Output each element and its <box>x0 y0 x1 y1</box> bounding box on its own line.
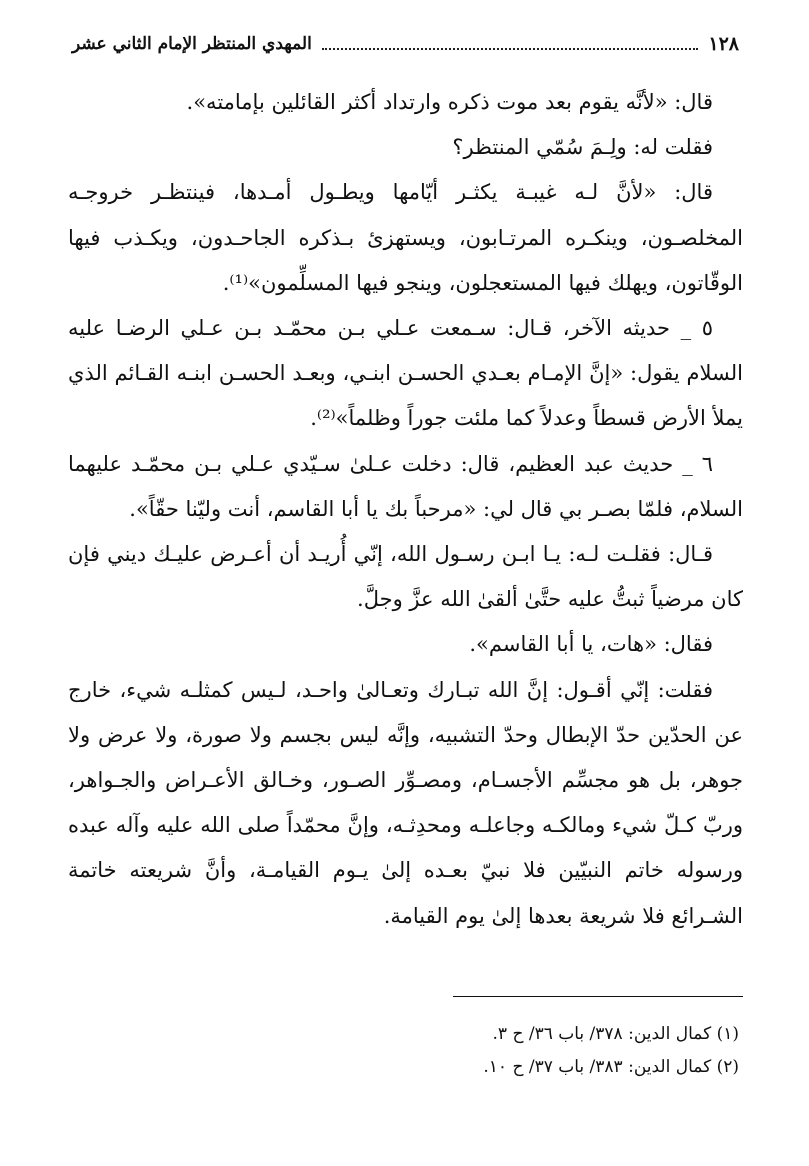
paragraph: فقال: «هات، يا أبا القاسم». <box>469 632 713 657</box>
paragraph: قـال: فقلـت لـه: يـا ابـن رسـول الله، إنّي أُريـد أن أعـرض عليـك ديني فإن كان مرضياً ثبتُّ عليه حتَّىٰ ألقىٰ الله عزَّ وجلَّ. <box>68 542 743 612</box>
footnote-separator <box>453 996 743 997</box>
page-number: ١٢٨ <box>708 33 739 55</box>
footnotes <box>68 1018 741 1084</box>
paragraph: قال: «لأنَّه يقوم بعد موت ذكره وارتداد أكثر القائلين بإمامته». <box>186 90 713 114</box>
paragraph: فقلت: إنّي أقـول: إنَّ الله تبـارك وتعـالىٰ واحـد، لـيس كمثلـه شيء، خارج عن الحدّين حدّ الإبطال وحدّ التشبيه، وإنَّه ليس بجسم ولا صورة، ولا عرض ولا جوهر، بل هو مجسِّم الأجسـام، ومصـوِّر الصـور، وخـالق الأعـراض والجـواهر، وربّ كـلّ شيء ومالكـه وجاعلـه ومحدِثـه، وإنَّ محمّداً صلى الله عليه وآله عبده ورسوله خاتم النبيّين فلا نبيّ بعـده إلىٰ يـوم القيامـة، وأنَّ شريعته خاتمة الشـرائع فلا شريعة بعدها إلىٰ يوم القيامة. <box>68 677 743 928</box>
running-title: المهدي المنتظر الإمام الثاني عشر <box>72 34 312 54</box>
paragraph: ٦ _ حديث عبد العظيم، قال: دخلت عـلىٰ سـيّدي عـلي بـن محمّـد عليهما السلام، فلمّا بصـر بي قال لي: «مرحباً بك يا أبا القاسم، أنت وليّنا حقّاً». <box>68 451 743 521</box>
paragraph: قال: «لأنَّ لـه غيبـة يكثـر أيّامها ويطـول أمـدها، فينتظـر خروجـه المخلصـون، وينكـره المرتـابون، ويستهزئ بـذكره الجاحـدون، ويكـذب فيها الوقّاتون، ويهلك فيها المستعجلون، وينجو فيها المسلِّمون»⁽¹⁾. <box>68 180 743 295</box>
paragraph: فقلت له: ولِـمَ سُمّي المنتظر؟ <box>452 135 713 160</box>
page-header <box>72 26 739 62</box>
paragraph: ٥ _ حديثه الآخر، قـال: سـمعت عـلي بـن محمّـد بـن عـلي الرضـا عليه السلام يقول: «إنَّ الإمـام بعـدي الحسـن ابنـي، وبعـد الحسـن ابنـه القـائم الذي يملأ الأرض قسطاً وعدلاً كما ملئت جوراً وظلماً»⁽²⁾. <box>68 316 743 431</box>
body-text <box>68 80 743 939</box>
footnote-item: (١) كمال الدين: ٣٧٨/ باب ٣٦/ ح ٣. <box>492 1024 739 1044</box>
header-dotted-leader <box>322 48 699 50</box>
footnote-item: (٢) كمال الدين: ٣٨٣/ باب ٣٧/ ح ١٠. <box>483 1057 739 1077</box>
